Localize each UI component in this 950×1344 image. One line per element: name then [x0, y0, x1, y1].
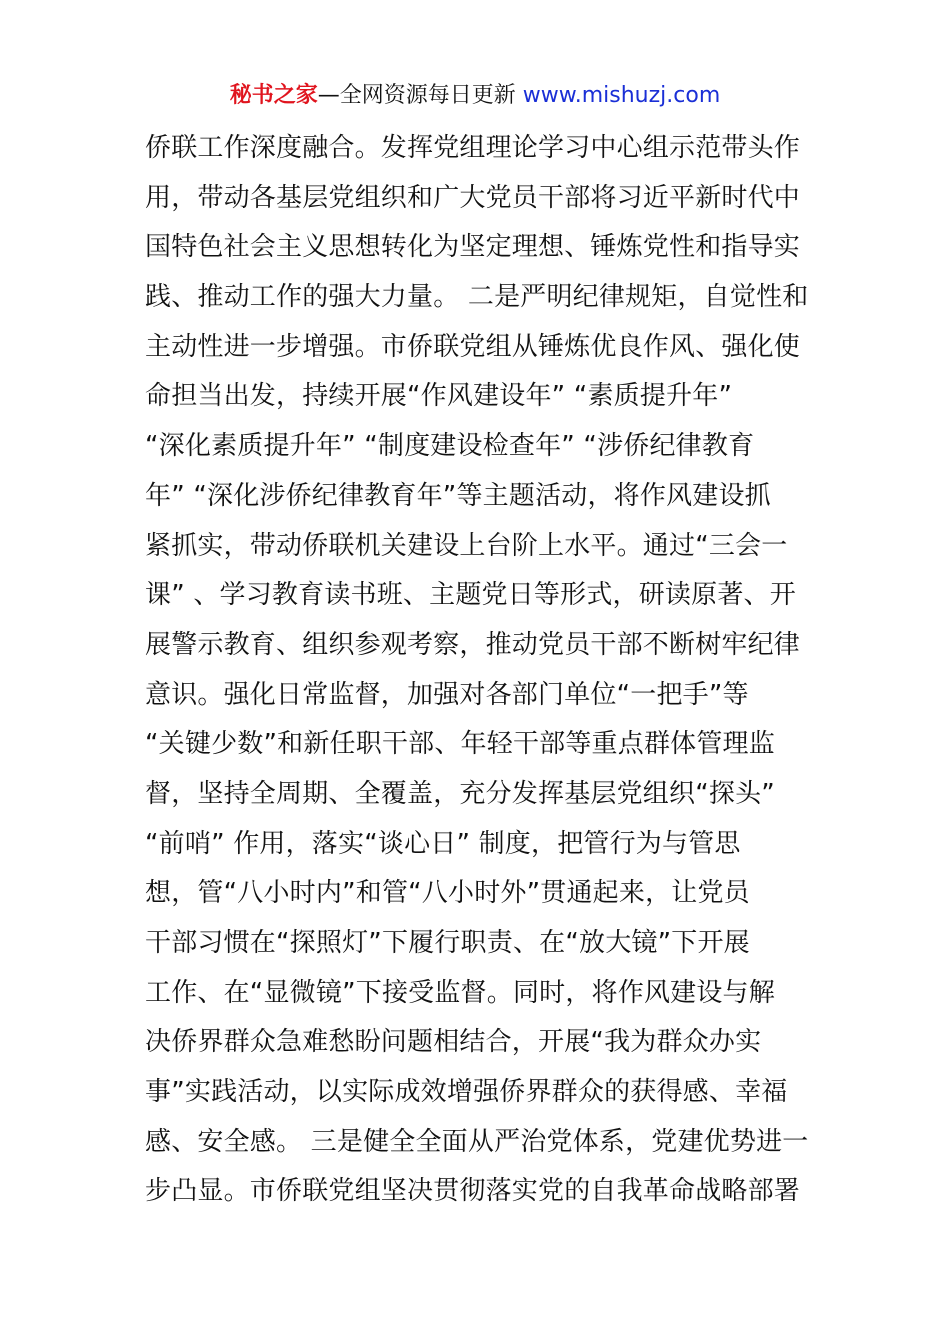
- text-line: 感、安全感。 三是健全全面从严治党体系，党建优势进一: [145, 1126, 809, 1157]
- text-line: 督，坚持全周期、全覆盖，充分发挥基层党组织“探头”: [145, 778, 775, 809]
- text-line: 决侨界群众急难愁盼问题相结合，开展“我为群众办实: [145, 1027, 762, 1058]
- text-line: “前哨” 作用，落实“谈心日” 制度，把管行为与管思: [145, 828, 741, 859]
- text-line: 想，管“八小时内”和管“八小时外”贯通起来，让党员: [145, 878, 750, 909]
- text-line: 步凸显。市侨联党组坚决贯彻落实党的自我革命战略部署: [145, 1176, 801, 1207]
- text-line: 主动性进一步增强。市侨联党组从锤炼优良作风、强化使: [145, 331, 801, 362]
- brand-name: 秘书之家: [229, 83, 318, 108]
- text-line: 命担当出发，持续开展“作风建设年” “素质提升年”: [145, 381, 733, 412]
- text-line: 年” “深化涉侨纪律教育年”等主题活动，将作风建设抓: [145, 480, 771, 511]
- text-line: 事”实践活动，以实际成效增强侨界群众的获得感、幸福: [145, 1077, 788, 1108]
- text-line: “深化素质提升年” “制度建设检查年” “涉侨纪律教育: [145, 431, 755, 462]
- text-line: 意识。强化日常监督，加强对各部门单位“一把手”等: [145, 679, 749, 710]
- text-line: 紧抓实，带动侨联机关建设上台阶上水平。通过“三会一: [145, 530, 788, 561]
- document-body: [145, 124, 810, 1217]
- site-url-link[interactable]: www.mishuzj.com: [522, 83, 721, 108]
- text-line: 干部习惯在“探照灯”下履行职责、在“放大镜”下开展: [145, 928, 750, 958]
- site-header: [0, 80, 950, 112]
- text-line: “关键少数”和新任职干部、年轻干部等重点群体管理监: [145, 729, 775, 760]
- text-line: 侨联工作深度融合。发挥党组理论学习中心组示范带头作: [145, 133, 801, 163]
- text-line: 用，带动各基层党组织和广大党员干部将习近平新时代中: [145, 182, 801, 213]
- text-line: 展警示教育、组织参观考察，推动党员干部不断树牢纪律: [145, 629, 801, 660]
- text-line: 国特色社会主义思想转化为坚定理想、锤炼党性和指导实: [145, 232, 801, 263]
- text-line: 课” 、学习教育读书班、主题党日等形式，研读原著、开: [145, 580, 796, 611]
- text-line: 工作、在“显微镜”下接受监督。同时，将作风建设与解: [145, 977, 775, 1008]
- header-tagline: —全网资源每日更新: [317, 83, 523, 108]
- text-line: 践、推动工作的强大力量。 二是严明纪律规矩，自觉性和: [145, 282, 809, 313]
